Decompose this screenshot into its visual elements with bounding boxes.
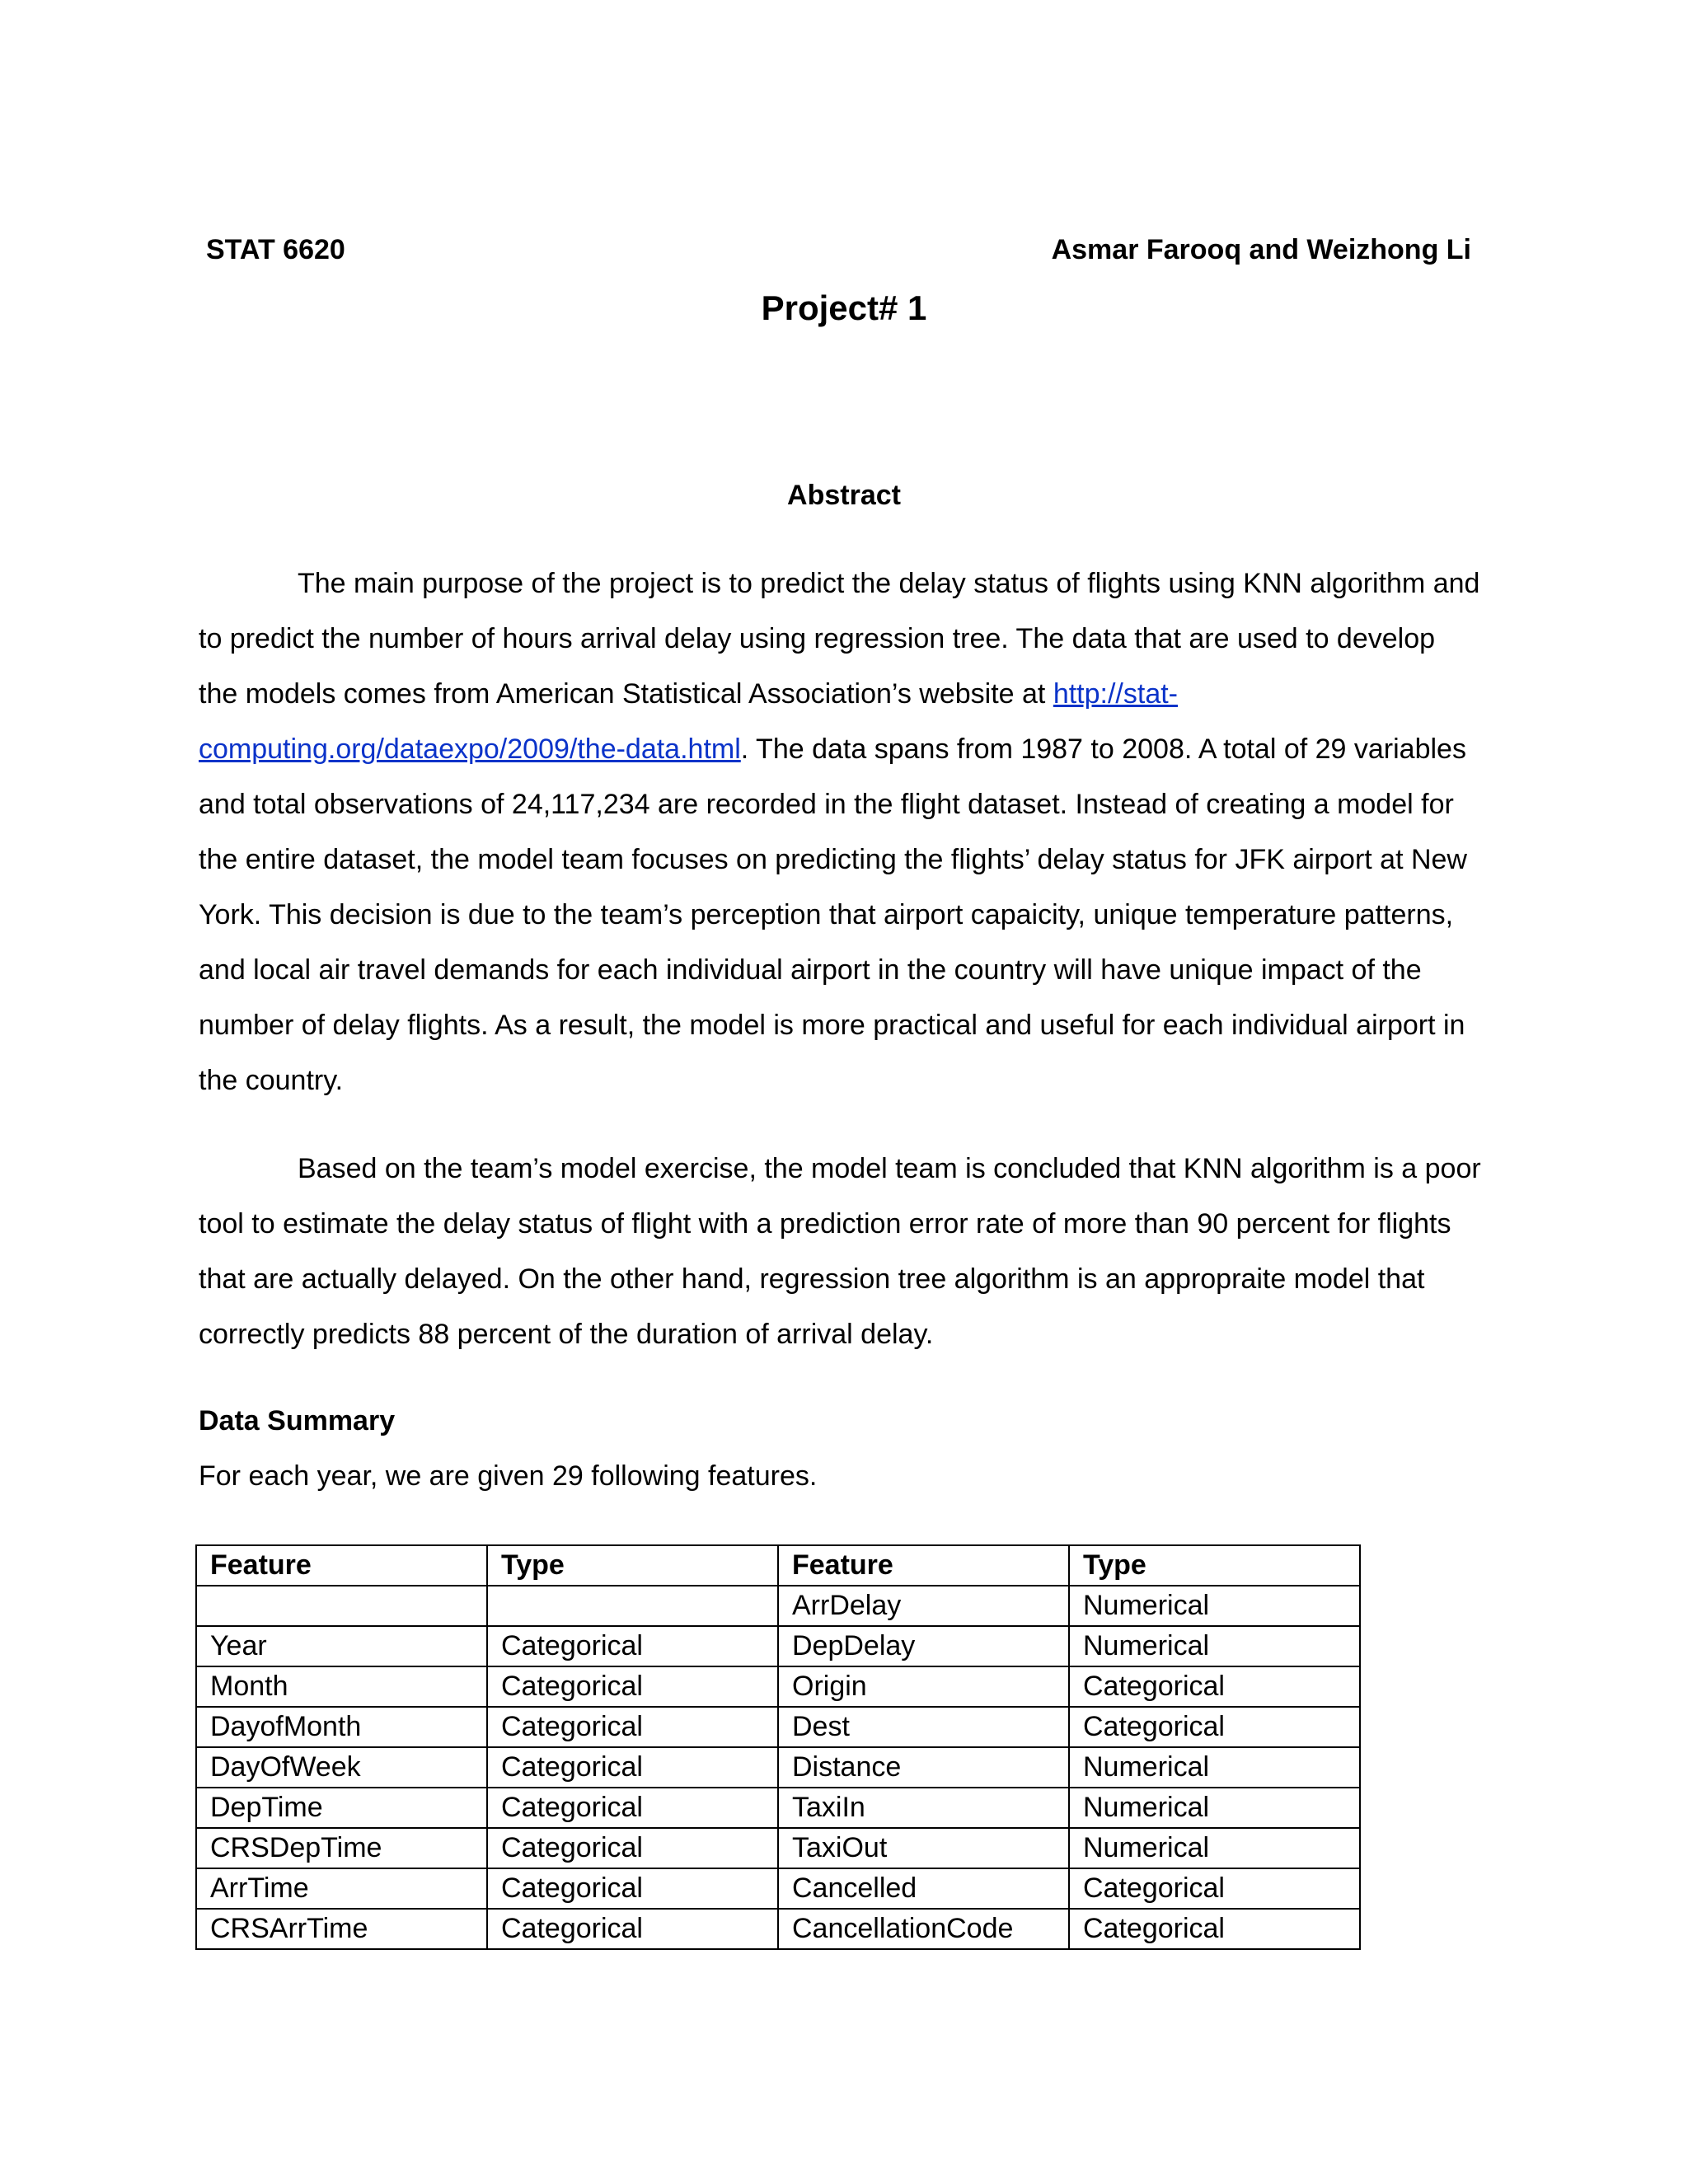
table-cell: DepTime <box>196 1788 487 1828</box>
table-cell: Numerical <box>1069 1586 1360 1626</box>
table-cell: Numerical <box>1069 1747 1360 1788</box>
table-cell: Cancelled <box>778 1868 1069 1909</box>
abstract-p2-text: Based on the team’s model exercise, the model team is concluded that KNN algorithm is a poor tool to estimate the delay status of flight with a prediction error rate of more than 90 percent for flights that are actually delayed. On the other hand, regression tree algorithm is an appropraite model that correctly predicts 88 percent of the duration of arrival delay. <box>199 1153 1481 1350</box>
table-row <box>196 1747 1360 1788</box>
table-row <box>196 1868 1360 1909</box>
table-cell: DayofMonth <box>196 1707 487 1747</box>
features-table <box>195 1544 1361 1950</box>
table-row <box>196 1788 1360 1828</box>
author-names: Asmar Farooq and Weizhong Li <box>1051 234 1471 265</box>
header-feature-2: Feature <box>778 1545 1069 1586</box>
abstract-paragraph-2 <box>199 1141 1481 1362</box>
table-cell: Categorical <box>487 1747 778 1788</box>
table-cell: Categorical <box>1069 1868 1360 1909</box>
table-row <box>196 1666 1360 1707</box>
header-row <box>206 234 1471 266</box>
table-cell: Categorical <box>1069 1909 1360 1949</box>
table-cell: CRSArrTime <box>196 1909 487 1949</box>
table-row <box>196 1707 1360 1747</box>
table-cell: TaxiOut <box>778 1828 1069 1868</box>
table-cell: Month <box>196 1666 487 1707</box>
header-type-2: Type <box>1069 1545 1360 1586</box>
table-cell: Numerical <box>1069 1828 1360 1868</box>
table-cell: DayOfWeek <box>196 1747 487 1788</box>
abstract-p1-text-a: The main purpose of the project is to predict the delay status of flights using KNN algorithm and to predict the number of hours arrival delay using regression tree. The data that are used to develop the models comes from American Statistical Association’s website at <box>199 568 1480 710</box>
table-row <box>196 1626 1360 1666</box>
table-cell: Numerical <box>1069 1788 1360 1828</box>
table-cell: Distance <box>778 1747 1069 1788</box>
table-cell <box>196 1586 487 1626</box>
abstract-p1-text-b: . The data spans from 1987 to 2008. A total of 29 variables and total observations of 24,117,234 are recorded in the flight dataset. Instead of creating a model for the entire dataset, the model team focuses on predicting the flights’ delay status for JFK airport at New York. This decision is due to the team’s perception that airport capaicity, unique temperature patterns, and local air travel demands for each individual airport in the country will have unique impact of the number of delay flights. As a result, the model is more practical and useful for each individual airport in the country. <box>199 733 1467 1096</box>
table-cell: ArrDelay <box>778 1586 1069 1626</box>
table-cell: Categorical <box>487 1868 778 1909</box>
table-row <box>196 1828 1360 1868</box>
table-row <box>196 1909 1360 1949</box>
table-cell: Categorical <box>487 1788 778 1828</box>
table-cell: Categorical <box>487 1707 778 1747</box>
table-cell: Categorical <box>487 1909 778 1949</box>
header-feature-1: Feature <box>196 1545 487 1586</box>
abstract-paragraph-1 <box>199 556 1481 1108</box>
header-type-1: Type <box>487 1545 778 1586</box>
data-summary-intro: For each year, we are given 29 following features. <box>199 1460 818 1492</box>
table-cell: TaxiIn <box>778 1788 1069 1828</box>
table-cell: Origin <box>778 1666 1069 1707</box>
table-cell: Categorical <box>487 1666 778 1707</box>
table-cell: Categorical <box>1069 1707 1360 1747</box>
table-cell <box>487 1586 778 1626</box>
table-cell: ArrTime <box>196 1868 487 1909</box>
page-title: Project# 1 <box>761 288 927 327</box>
dataset-link[interactable]: http://stat-computing.org/dataexpo/2009/the-data.html <box>199 678 1179 765</box>
table-cell: Categorical <box>487 1626 778 1666</box>
data-summary-heading: Data Summary <box>199 1405 396 1436</box>
table-row <box>196 1586 1360 1626</box>
table-cell: DepDelay <box>778 1626 1069 1666</box>
course-code: STAT 6620 <box>206 234 345 265</box>
table-header-row <box>196 1545 1360 1586</box>
abstract-heading: Abstract <box>787 480 901 511</box>
table-cell: CancellationCode <box>778 1909 1069 1949</box>
table-cell: CRSDepTime <box>196 1828 487 1868</box>
table-cell: Categorical <box>1069 1666 1360 1707</box>
table-cell: Categorical <box>487 1828 778 1868</box>
table-cell: Year <box>196 1626 487 1666</box>
table-cell: Dest <box>778 1707 1069 1747</box>
table-cell: Numerical <box>1069 1626 1360 1666</box>
